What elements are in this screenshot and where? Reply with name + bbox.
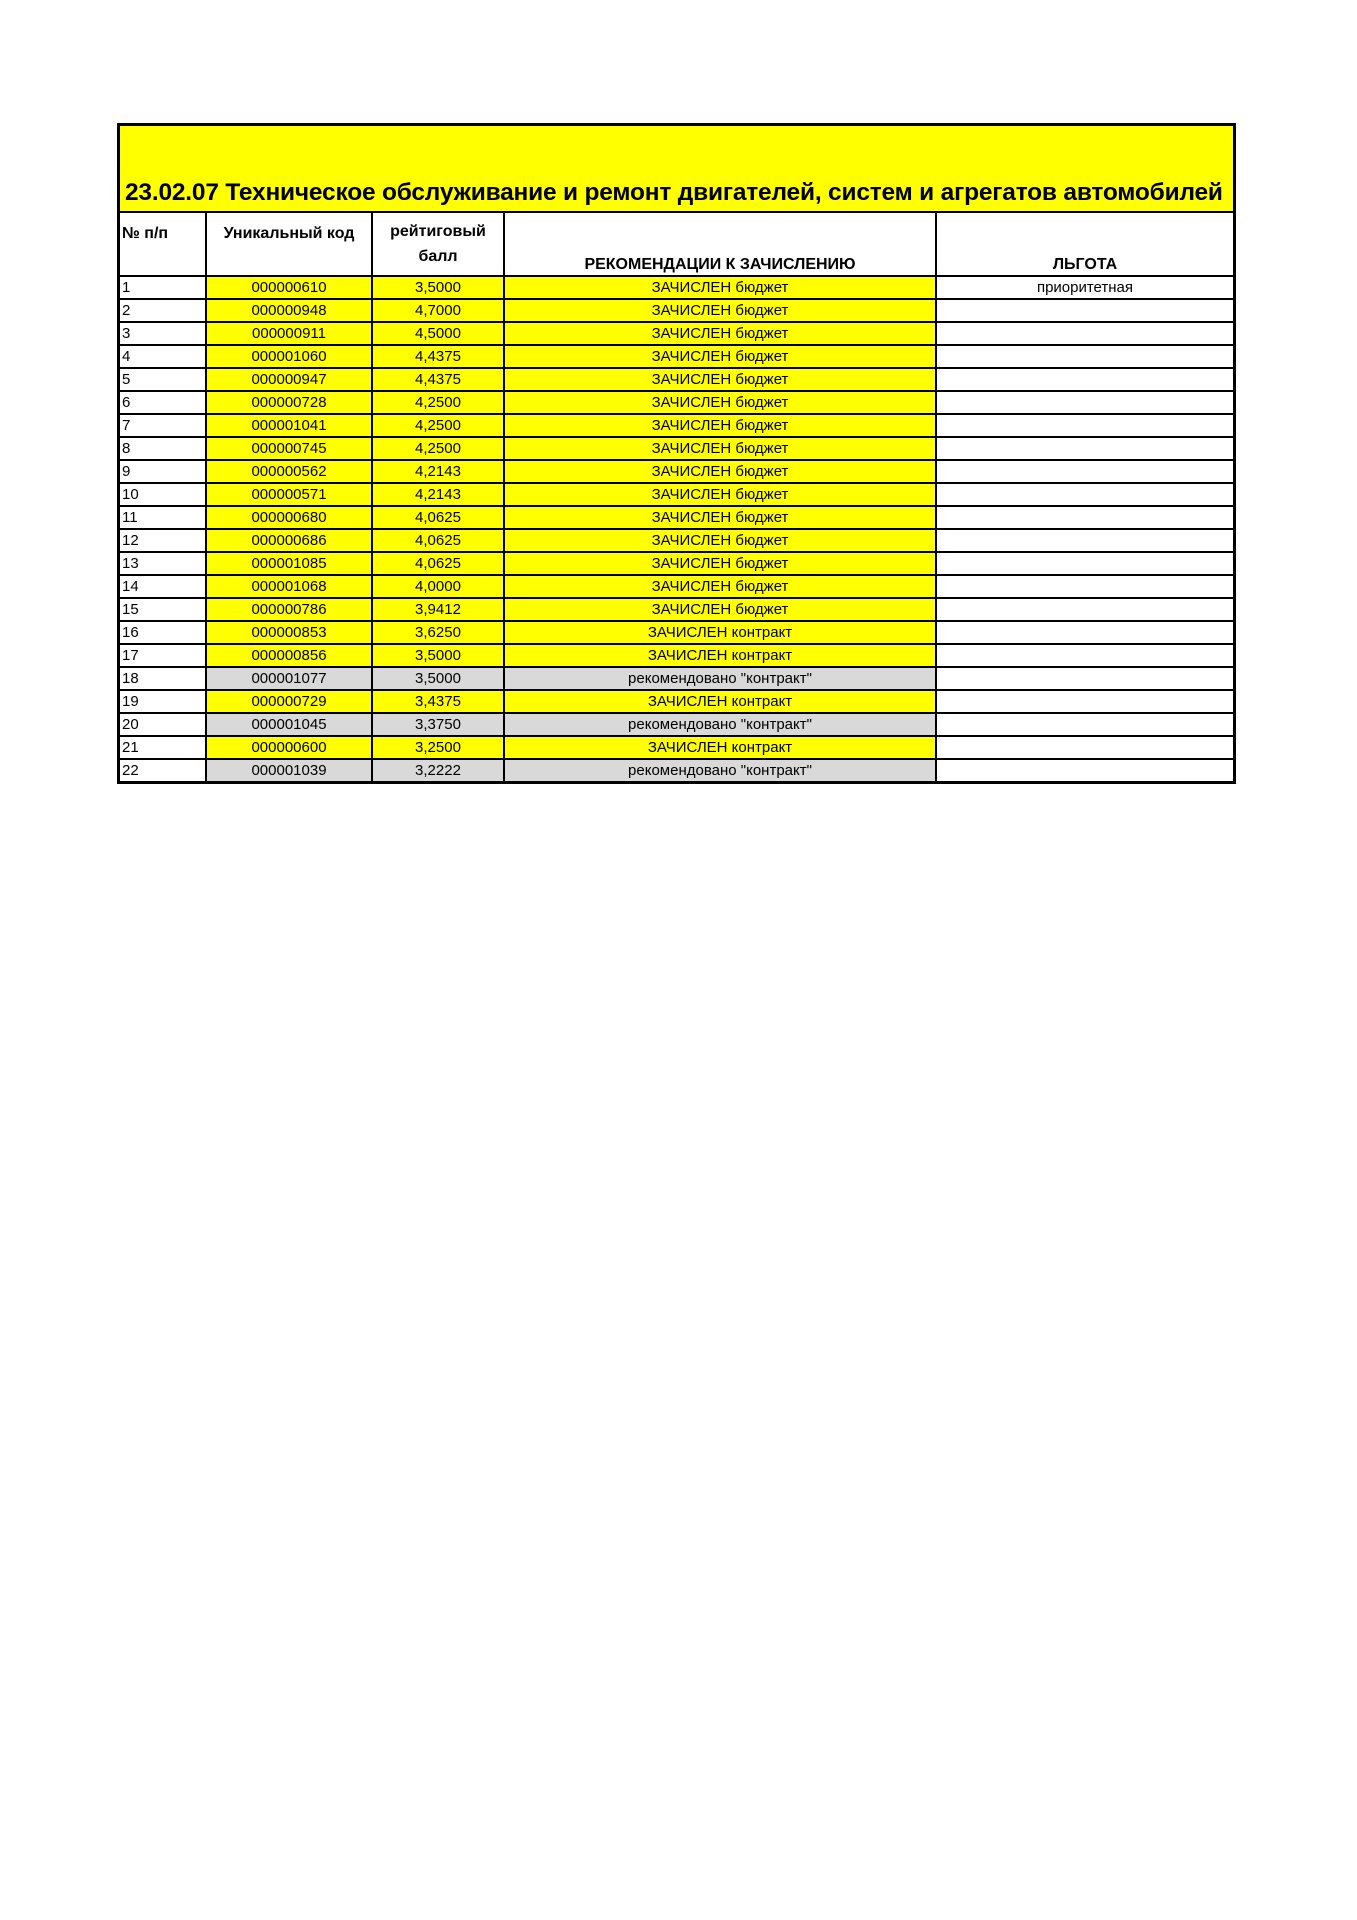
table-row [120,529,1233,552]
benefit-cell [936,552,1233,575]
code-cell: 000000853 [206,621,372,644]
table-row [120,299,1233,322]
score-cell: 3,3750 [372,713,504,736]
benefit-cell [936,437,1233,460]
code-cell: 000000911 [206,322,372,345]
header-row [120,213,1233,276]
row-num-cell: 10 [120,483,206,506]
row-num-cell: 16 [120,621,206,644]
score-cell: 4,5000 [372,322,504,345]
code-cell: 000000686 [206,529,372,552]
recommendation-cell: ЗАЧИСЛЕН бюджет [504,506,936,529]
benefit-cell [936,736,1233,759]
score-cell: 3,5000 [372,667,504,690]
table-row [120,759,1233,781]
code-cell: 000001085 [206,552,372,575]
code-cell: 000001041 [206,414,372,437]
table-body [120,276,1233,781]
code-cell: 000000947 [206,368,372,391]
table-row [120,598,1233,621]
score-cell: 3,6250 [372,621,504,644]
benefit-cell: приоритетная [936,276,1233,299]
row-num-cell: 21 [120,736,206,759]
row-num-cell: 5 [120,368,206,391]
row-num-cell: 9 [120,460,206,483]
recommendation-cell: ЗАЧИСЛЕН контракт [504,736,936,759]
code-cell: 000000600 [206,736,372,759]
table-row [120,506,1233,529]
recommendation-cell: ЗАЧИСЛЕН бюджет [504,575,936,598]
score-cell: 3,5000 [372,644,504,667]
score-cell: 3,2500 [372,736,504,759]
benefit-cell [936,460,1233,483]
table-row [120,437,1233,460]
recommendation-cell: рекомендовано "контракт" [504,713,936,736]
code-cell: 000001077 [206,667,372,690]
table-row [120,713,1233,736]
table-row [120,644,1233,667]
code-cell: 000000728 [206,391,372,414]
table-row [120,667,1233,690]
code-cell: 000000745 [206,437,372,460]
row-num-cell: 11 [120,506,206,529]
header-code: Уникальный код [206,213,372,276]
recommendation-cell: ЗАЧИСЛЕН бюджет [504,552,936,575]
table-row [120,414,1233,437]
row-num-cell: 12 [120,529,206,552]
score-cell: 4,4375 [372,345,504,368]
score-cell: 4,2143 [372,460,504,483]
row-num-cell: 1 [120,276,206,299]
benefit-cell [936,529,1233,552]
header-recommendation: РЕКОМЕНДАЦИИ К ЗАЧИСЛЕНИЮ [504,213,936,276]
table-row [120,621,1233,644]
recommendation-cell: ЗАЧИСЛЕН бюджет [504,414,936,437]
table-row [120,368,1233,391]
table-row [120,345,1233,368]
code-cell: 000000856 [206,644,372,667]
header-num: № п/п [120,213,206,276]
row-num-cell: 15 [120,598,206,621]
benefit-cell [936,621,1233,644]
benefit-cell [936,713,1233,736]
page-title: 23.02.07 Техническое обслуживание и ремонт двигателей, систем и агрегатов автомобилей [125,179,1223,206]
code-cell: 000001060 [206,345,372,368]
code-cell: 000000562 [206,460,372,483]
score-cell: 3,4375 [372,690,504,713]
recommendation-cell: ЗАЧИСЛЕН бюджет [504,299,936,322]
row-num-cell: 2 [120,299,206,322]
table-row [120,690,1233,713]
row-num-cell: 22 [120,759,206,781]
score-cell: 4,2500 [372,391,504,414]
benefit-cell [936,322,1233,345]
recommendation-cell: ЗАЧИСЛЕН бюджет [504,276,936,299]
benefit-cell [936,368,1233,391]
table-row [120,736,1233,759]
score-cell: 4,0000 [372,575,504,598]
recommendation-cell: ЗАЧИСЛЕН бюджет [504,368,936,391]
recommendation-cell: ЗАЧИСЛЕН бюджет [504,483,936,506]
code-cell: 000001068 [206,575,372,598]
recommendation-cell: ЗАЧИСЛЕН бюджет [504,598,936,621]
row-num-cell: 3 [120,322,206,345]
score-cell: 4,7000 [372,299,504,322]
row-num-cell: 18 [120,667,206,690]
code-cell: 000001039 [206,759,372,781]
code-cell: 000000729 [206,690,372,713]
row-num-cell: 4 [120,345,206,368]
score-cell: 4,2500 [372,437,504,460]
header-score: рейтиговый балл [372,213,504,276]
table-row [120,575,1233,598]
benefit-cell [936,690,1233,713]
row-num-cell: 7 [120,414,206,437]
title-bar [120,126,1233,213]
score-cell: 4,0625 [372,552,504,575]
code-cell: 000000610 [206,276,372,299]
recommendation-cell: ЗАЧИСЛЕН бюджет [504,322,936,345]
score-cell: 3,2222 [372,759,504,781]
row-num-cell: 17 [120,644,206,667]
score-cell: 4,0625 [372,529,504,552]
recommendation-cell: ЗАЧИСЛЕН бюджет [504,460,936,483]
row-num-cell: 8 [120,437,206,460]
benefit-cell [936,345,1233,368]
admission-table [120,213,1233,781]
recommendation-cell: ЗАЧИСЛЕН бюджет [504,345,936,368]
row-num-cell: 13 [120,552,206,575]
benefit-cell [936,414,1233,437]
recommendation-cell: ЗАЧИСЛЕН контракт [504,621,936,644]
recommendation-cell: ЗАЧИСЛЕН контракт [504,644,936,667]
benefit-cell [936,391,1233,414]
score-cell: 3,5000 [372,276,504,299]
table-row [120,460,1233,483]
benefit-cell [936,575,1233,598]
admission-table-sheet [117,123,1236,784]
score-cell: 3,9412 [372,598,504,621]
row-num-cell: 14 [120,575,206,598]
code-cell: 000000571 [206,483,372,506]
code-cell: 000000786 [206,598,372,621]
table-row [120,276,1233,299]
table-row [120,552,1233,575]
header-benefit: ЛЬГОТА [936,213,1233,276]
recommendation-cell: ЗАЧИСЛЕН бюджет [504,529,936,552]
benefit-cell [936,483,1233,506]
code-cell: 000000680 [206,506,372,529]
table-row [120,322,1233,345]
benefit-cell [936,598,1233,621]
benefit-cell [936,299,1233,322]
recommendation-cell: ЗАЧИСЛЕН бюджет [504,437,936,460]
recommendation-cell: рекомендовано "контракт" [504,667,936,690]
row-num-cell: 20 [120,713,206,736]
benefit-cell [936,759,1233,781]
code-cell: 000001045 [206,713,372,736]
table-row [120,391,1233,414]
row-num-cell: 19 [120,690,206,713]
score-cell: 4,0625 [372,506,504,529]
score-cell: 4,2500 [372,414,504,437]
recommendation-cell: ЗАЧИСЛЕН бюджет [504,391,936,414]
benefit-cell [936,667,1233,690]
row-num-cell: 6 [120,391,206,414]
code-cell: 000000948 [206,299,372,322]
recommendation-cell: рекомендовано "контракт" [504,759,936,781]
benefit-cell [936,644,1233,667]
recommendation-cell: ЗАЧИСЛЕН контракт [504,690,936,713]
score-cell: 4,2143 [372,483,504,506]
score-cell: 4,4375 [372,368,504,391]
benefit-cell [936,506,1233,529]
table-row [120,483,1233,506]
